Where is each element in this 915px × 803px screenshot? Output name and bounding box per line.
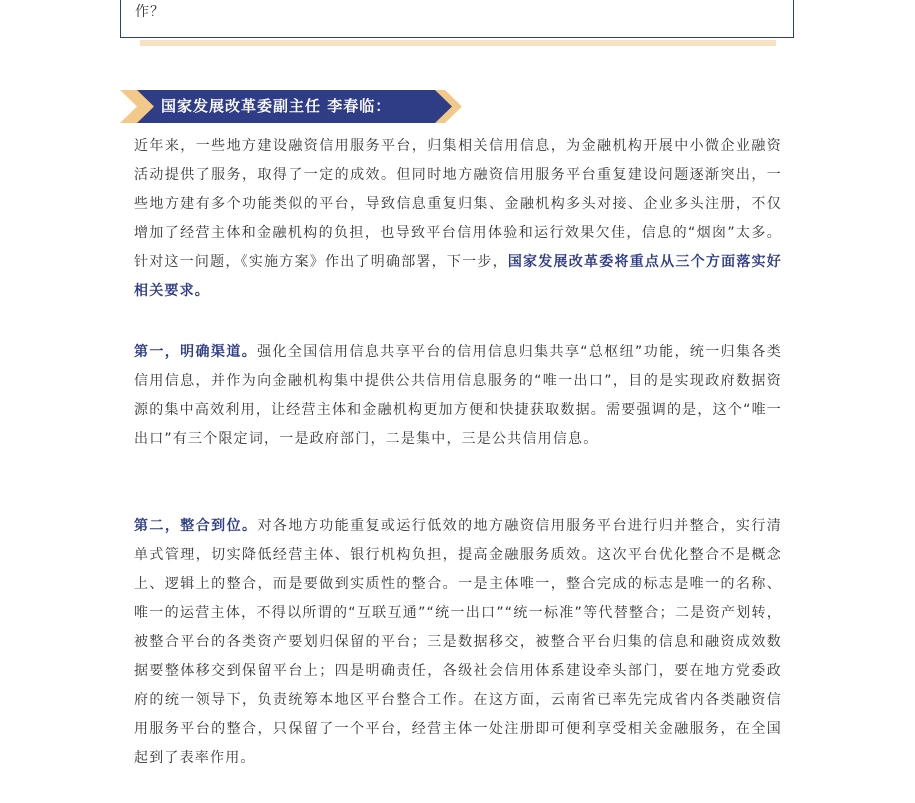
speaker-banner bbox=[120, 90, 465, 123]
paragraph-first-point bbox=[134, 338, 782, 454]
first-point-heading: 第一，明确渠道。 bbox=[134, 344, 258, 360]
paragraph-second-point bbox=[134, 512, 782, 773]
first-point-text: 强化全国信用信息共享平台的信用信息归集共享“总枢纽”功能，统一归集各类信用信息，并作为向金融机构集中提供公共信用信息服务的“唯一出口”，目的是实现政府数据资源的集中高效利用，让经营主体和金融机构更加方便和快捷获取数据。需要强调的是，这个“唯一出口”有三个限定词，一是政府部门，二是集中，三是公共信用信息。 bbox=[134, 344, 782, 447]
second-point-heading: 第二，整合到位。 bbox=[134, 518, 258, 534]
paragraph-intro-text: 近年来，一些地方建设融资信用服务平台，归集相关信用信息，为金融机构开展中小微企业融资活动提供了服务，取得了一定的成效。但同时地方融资信用服务平台重复建设问题逐渐突出，一些地方建有多个功能类似的平台，导致信息重复归集、金融机构多头对接、企业多头注册，不仅增加了经营主体和金融机构的负担，也导致平台信用体验和运行效果欠佳，信息的“烟囱”太多。针对这一问题，《实施方案》作出了明确部署，下一步， bbox=[134, 138, 782, 270]
banner-title: 国家发展改革委副主任 李春临： bbox=[161, 97, 392, 115]
quote-box-shadow bbox=[140, 40, 776, 46]
paragraph-intro-highlight: 国家发展改革委将重点从三个方面落实好相关要求。 bbox=[134, 254, 782, 299]
paragraph-intro bbox=[134, 132, 782, 306]
second-point-text: 对各地方功能重复或运行低效的地方融资信用服务平台进行归并整合，实行清单式管理，切实降低经营主体、银行机构负担，提高金融服务质效。这次平台优化整合不是概念上、逻辑上的整合，而是要做到实质性的整合。一是主体唯一，整合完成的标志是唯一的名称、唯一的运营主体，不得以所谓的“互联互通”“统一出口”“统一标准”等代替整合；二是资产划转，被整合平台的各类资产要划归保留的平台；三是数据移交，被整合平台归集的信息和融资成效数据要整体移交到保留平台上；四是明确责任，各级社会信用体系建设牵头部门，要在地方党委政府的统一领导下，负责统筹本地区平台整合工作。在这方面，云南省已率先完成省内各类融资信用服务平台的整合，只保留了一个平台，经营主体一处注册即可便利享受相关金融服务，在全国起到了表率作用。 bbox=[134, 518, 782, 766]
quote-box-text: 作？ bbox=[135, 4, 165, 20]
quote-box bbox=[120, 0, 794, 38]
